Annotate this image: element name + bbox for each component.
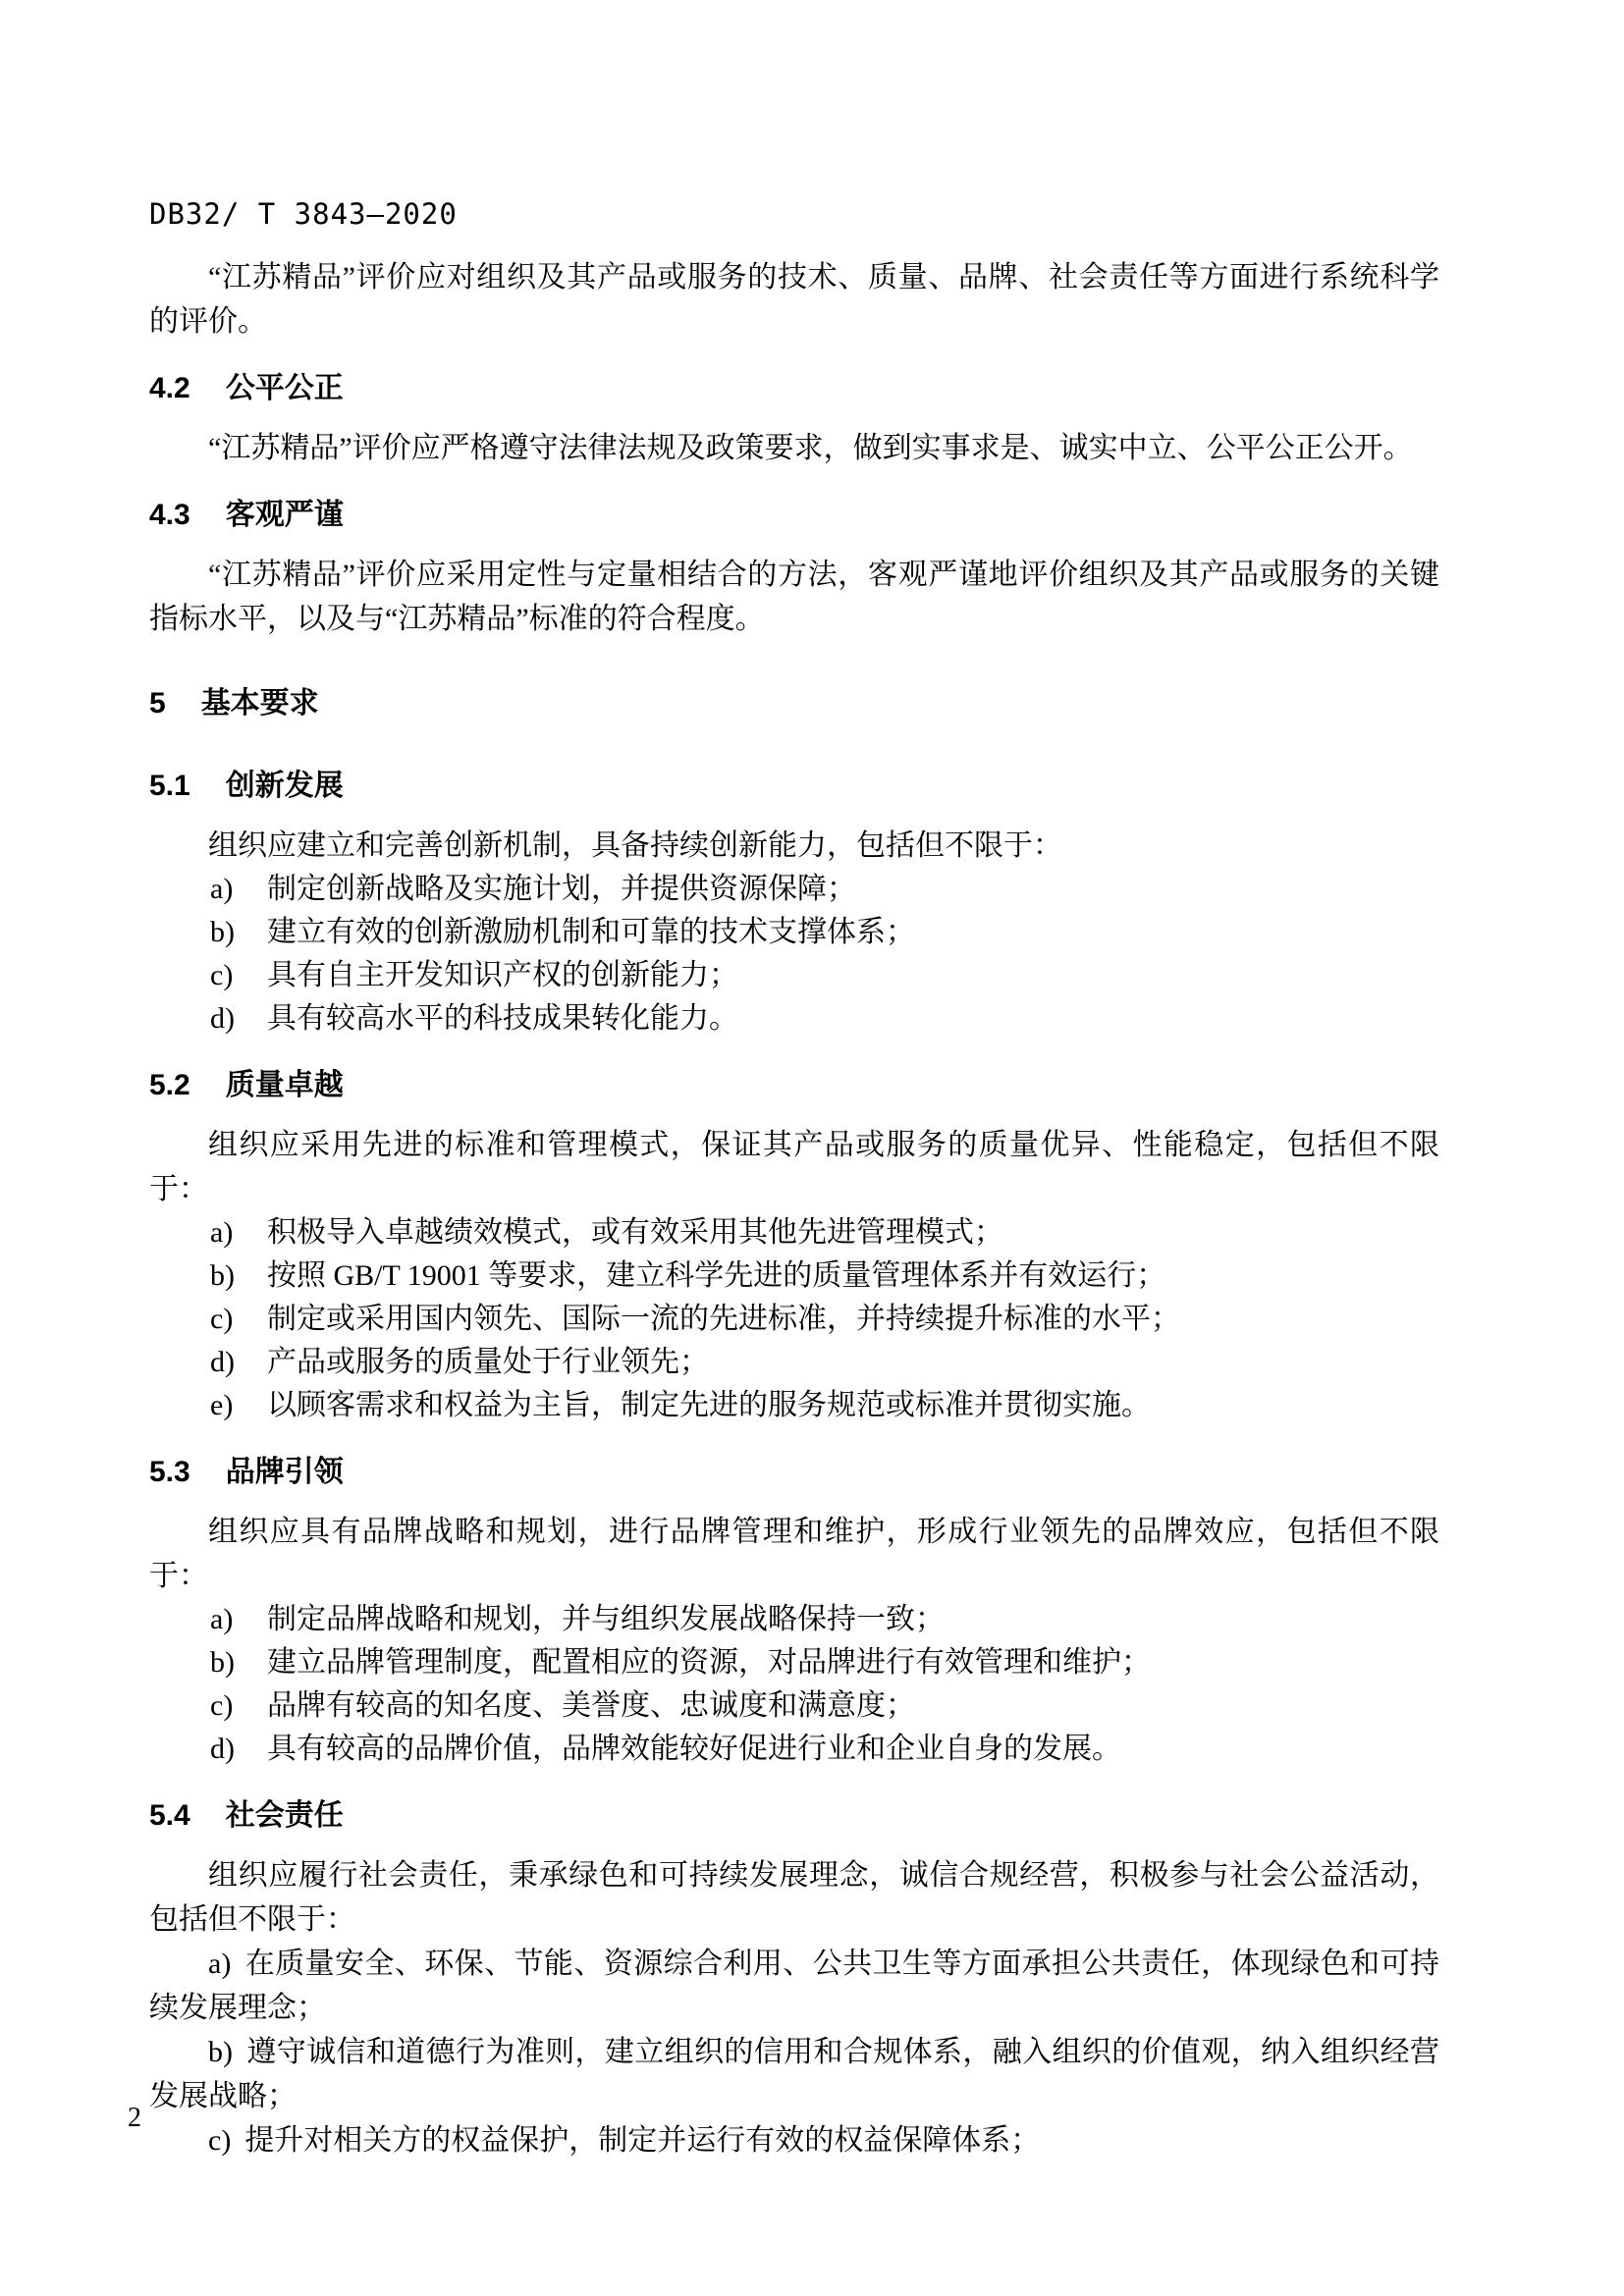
- ordered-list: [149, 1598, 1439, 1771]
- heading-number: 5.3: [149, 1456, 190, 1488]
- heading-number: 5.2: [149, 1069, 190, 1101]
- list-item: [149, 1684, 1439, 1728]
- heading-title: 基本要求: [200, 687, 319, 720]
- list-item-text: 以顾客需求和权益为主旨，制定先进的服务规范或标准并贯彻实施。: [267, 1389, 1151, 1421]
- section-heading: [149, 684, 1439, 723]
- ordered-list: [149, 868, 1439, 1041]
- list-item-text: 积极导入卓越绩效模式，或有效采用其他先进管理模式；: [267, 1216, 1003, 1249]
- heading-number: 5.4: [149, 1799, 190, 1832]
- list-item: [149, 868, 1439, 911]
- list-item-text: 建立品牌管理制度，配置相应的资源，对品牌进行有效管理和维护；: [267, 1646, 1151, 1679]
- list-item-text: 制定或采用国内领先、国际一流的先进标准，并持续提升标准的水平；: [267, 1303, 1180, 1335]
- list-item: [149, 1728, 1439, 1771]
- section-heading: [149, 369, 1439, 408]
- list-item-label: c): [210, 959, 234, 991]
- section-5-4: [149, 1796, 1439, 2163]
- list-item-text: 建立有效的创新激励机制和可靠的技术支撑体系；: [267, 916, 915, 948]
- list-item-label: d): [210, 1733, 235, 1765]
- ordered-list: [149, 1211, 1439, 1427]
- heading-title: 客观严谨: [225, 499, 344, 531]
- section-heading: [149, 1453, 1439, 1492]
- section-5-2: [149, 1066, 1439, 1427]
- list-item-text: 按照 GB/T 19001 等要求，建立科学先进的质量管理体系并有效运行；: [267, 1259, 1166, 1292]
- list-item: [149, 1341, 1439, 1384]
- list-item: [149, 1942, 1439, 2030]
- heading-number: 4.2: [149, 372, 190, 404]
- section-paragraph: “江苏精品”评价应采用定性与定量相结合的方法，客观严谨地评价组织及其产品或服务的关键指标水平，以及与“江苏精品”标准的符合程度。: [149, 559, 1439, 635]
- list-item-label: a): [210, 1603, 234, 1635]
- heading-title: 品牌引领: [225, 1456, 344, 1488]
- list-item-label: c): [210, 1303, 234, 1335]
- list-item-text: 具有较高的品牌价值，品牌效能较好促进行业和企业自身的发展。: [267, 1733, 1121, 1765]
- list-item-text: 提升对相关方的权益保护，制定并运行有效的权益保障体系；: [244, 2124, 1041, 2157]
- list-item-label: e): [210, 1389, 234, 1421]
- heading-title: 社会责任: [225, 1799, 344, 1832]
- list-item: [149, 1641, 1439, 1684]
- intro-paragraph: “江苏精品”评价应对组织及其产品或服务的技术、质量、品牌、社会责任等方面进行系统科学的评价。: [149, 261, 1439, 338]
- list-item-text: 遵守诚信和道德行为准则，建立组织的信用和合规体系，融入组织的价值观，纳入组织经营发展战略；: [149, 2036, 1439, 2112]
- section-5-3: [149, 1453, 1439, 1771]
- list-item: [149, 997, 1439, 1041]
- list-item-text: 具有较高水平的科技成果转化能力。: [267, 1002, 738, 1035]
- heading-number: 4.3: [149, 499, 190, 531]
- heading-title: 创新发展: [225, 770, 344, 802]
- list-item-text: 在质量安全、环保、节能、资源综合利用、公共卫生等方面承担公共责任，体现绿色和可持续发展理念；: [149, 1948, 1439, 2024]
- list-item: [149, 1598, 1439, 1641]
- list-item-label: c): [208, 2124, 232, 2157]
- section-4-2: [149, 369, 1439, 470]
- section-5: [149, 684, 1439, 723]
- section-paragraph: 组织应采用先进的标准和管理模式，保证其产品或服务的质量优异、性能稳定，包括但不限于：: [149, 1129, 1439, 1205]
- section-heading: [149, 767, 1439, 806]
- doc-code-header: DB32/ T 3843—2020: [149, 197, 458, 231]
- list-item-text: 制定品牌战略和规划，并与组织发展战略保持一致；: [267, 1603, 945, 1635]
- section-paragraph: 组织应履行社会责任，秉承绿色和可持续发展理念，诚信合规经营，积极参与社会公益活动，包括但不限于：: [149, 1859, 1439, 1936]
- list-item: [149, 1255, 1439, 1298]
- list-item-label: a): [210, 873, 234, 905]
- heading-title: 质量卓越: [225, 1069, 344, 1101]
- heading-number: 5: [149, 687, 166, 720]
- list-item-label: b): [210, 1646, 235, 1679]
- list-item-label: b): [210, 916, 235, 948]
- list-item-label: b): [208, 2036, 233, 2068]
- list-item-text: 具有自主开发知识产权的创新能力；: [267, 959, 738, 991]
- list-item: [149, 1211, 1439, 1255]
- section-5-1: [149, 767, 1439, 1041]
- section-heading: [149, 1066, 1439, 1105]
- heading-title: 公平公正: [225, 372, 344, 404]
- section-paragraph: “江苏精品”评价应严格遵守法律法规及政策要求，做到实事求是、诚实中立、公平公正公开。: [208, 432, 1413, 464]
- ordered-list: [149, 1942, 1439, 2163]
- list-item: [149, 1384, 1439, 1427]
- section-heading: [149, 496, 1439, 535]
- list-item-label: b): [210, 1259, 235, 1292]
- list-item-text: 品牌有较高的知名度、美誉度、忠诚度和满意度；: [267, 1689, 915, 1722]
- list-item: [149, 2030, 1439, 2118]
- list-item-label: a): [208, 1948, 232, 1980]
- section-4-3: [149, 496, 1439, 641]
- page-number: 2: [128, 2103, 141, 2133]
- list-item: [149, 2118, 1439, 2163]
- list-item-label: c): [210, 1689, 234, 1722]
- list-item-text: 制定创新战略及实施计划，并提供资源保障；: [267, 873, 856, 905]
- heading-number: 5.1: [149, 770, 190, 802]
- list-item-label: d): [210, 1346, 235, 1378]
- list-item: [149, 1298, 1439, 1341]
- list-item-label: d): [210, 1002, 235, 1035]
- section-heading: [149, 1796, 1439, 1836]
- section-paragraph: 组织应具有品牌战略和规划，进行品牌管理和维护，形成行业领先的品牌效应，包括但不限于：: [149, 1516, 1439, 1592]
- section-paragraph: 组织应建立和完善创新机制，具备持续创新能力，包括但不限于：: [208, 829, 1062, 862]
- list-item: [149, 954, 1439, 997]
- list-item-text: 产品或服务的质量处于行业领先；: [267, 1346, 709, 1378]
- list-item: [149, 911, 1439, 954]
- list-item-label: a): [210, 1216, 234, 1249]
